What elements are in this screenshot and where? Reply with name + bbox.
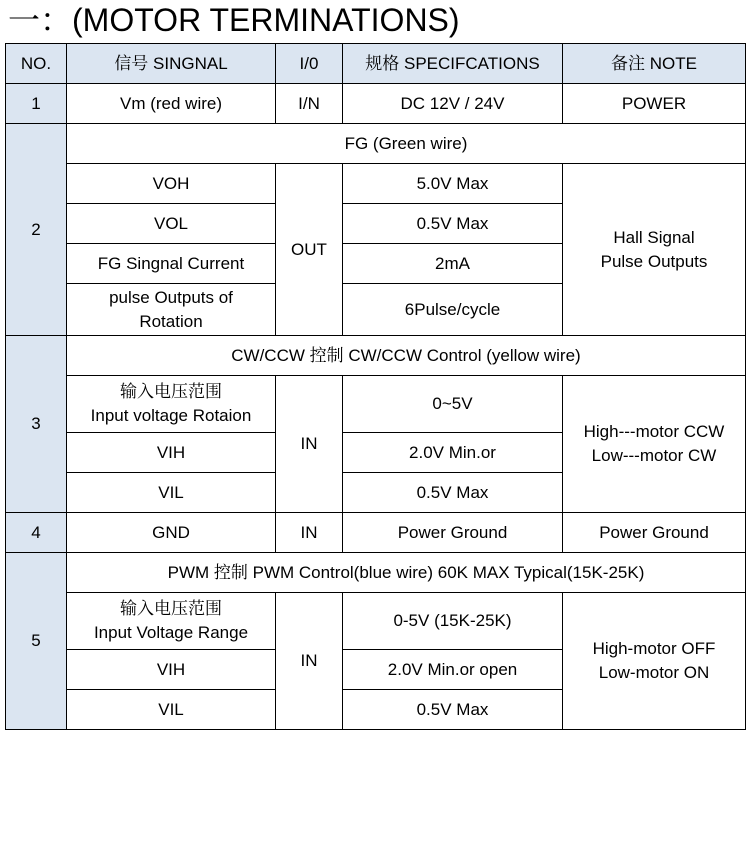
note-line: Low-motor ON — [598, 663, 710, 682]
spec-cell: 2.0V Min.or — [343, 433, 563, 473]
signal-line: Rotation — [139, 311, 203, 331]
note-line: High---motor CCW — [583, 422, 725, 441]
signal-cell: VOH — [67, 164, 276, 204]
table-row — [6, 336, 746, 376]
page-title: 一：(MOTOR TERMINATIONS) — [8, 2, 460, 38]
spec-cell: 6Pulse/cycle — [343, 284, 563, 336]
row-number: 3 — [6, 336, 67, 513]
signal-cell: VIL — [67, 690, 276, 730]
note-cell: Power Ground — [563, 513, 746, 553]
signal-cell — [67, 284, 276, 336]
signal-line: Input voltage Rotaion — [90, 406, 252, 425]
note-line: High-motor OFF — [592, 639, 716, 658]
row-number: 2 — [6, 124, 67, 336]
io-cell: IN — [276, 593, 343, 730]
signal-cell: Vm (red wire) — [67, 84, 276, 124]
header-signal: 信号 SINGNAL — [67, 44, 276, 84]
signal-line: Input Voltage Range — [93, 623, 249, 642]
table-header-row — [6, 44, 746, 84]
spec-cell: 5.0V Max — [343, 164, 563, 204]
note-line: Low---motor CW — [591, 446, 717, 465]
io-cell: I/N — [276, 84, 343, 124]
section-title: CW/CCW 控制 CW/CCW Control (yellow wire) — [67, 336, 746, 376]
header-spec: 规格 SPECIFCATIONS — [343, 44, 563, 84]
note-line: Hall Signal — [613, 227, 695, 247]
signal-cell: GND — [67, 513, 276, 553]
table-row — [6, 124, 746, 164]
header-no: NO. — [6, 44, 67, 84]
spec-cell: 0.5V Max — [343, 204, 563, 244]
spec-cell: 0-5V (15K-25K) — [343, 593, 563, 650]
table-row — [6, 513, 746, 553]
signal-cell: VOL — [67, 204, 276, 244]
signal-cell — [67, 593, 276, 650]
header-io: I/0 — [276, 44, 343, 84]
io-cell: IN — [276, 376, 343, 513]
spec-cell: 2mA — [343, 244, 563, 284]
spec-cell: 0~5V — [343, 376, 563, 433]
table-row — [6, 84, 746, 124]
signal-cell: VIH — [67, 433, 276, 473]
note-cell — [563, 164, 746, 336]
spec-cell: Power Ground — [343, 513, 563, 553]
header-note: 备注 NOTE — [563, 44, 746, 84]
signal-cell: VIH — [67, 650, 276, 690]
note-cell — [563, 376, 746, 513]
table-row — [6, 553, 746, 593]
io-cell: IN — [276, 513, 343, 553]
table-row — [6, 593, 746, 650]
signal-cell — [67, 376, 276, 433]
spec-cell: 2.0V Min.or open — [343, 650, 563, 690]
spec-cell: DC 12V / 24V — [343, 84, 563, 124]
signal-line: 输入电压范围 — [120, 382, 222, 401]
row-number: 4 — [6, 513, 67, 553]
row-number: 1 — [6, 84, 67, 124]
signal-line: 输入电压范围 — [120, 599, 222, 618]
signal-cell: FG Singnal Current — [67, 244, 276, 284]
spec-cell: 0.5V Max — [343, 473, 563, 513]
motor-terminations-table — [5, 43, 746, 730]
note-line: Pulse Outputs — [600, 251, 708, 271]
section-title: FG (Green wire) — [67, 124, 746, 164]
signal-line: pulse Outputs of — [109, 287, 233, 307]
row-number: 5 — [6, 553, 67, 730]
section-title: PWM 控制 PWM Control(blue wire) 60K MAX Typical(15K-25K) — [67, 553, 746, 593]
signal-cell: VIL — [67, 473, 276, 513]
table-row — [6, 164, 746, 204]
note-cell: POWER — [563, 84, 746, 124]
io-cell: OUT — [276, 164, 343, 336]
table-row — [6, 376, 746, 433]
spec-cell: 0.5V Max — [343, 690, 563, 730]
note-cell — [563, 593, 746, 730]
